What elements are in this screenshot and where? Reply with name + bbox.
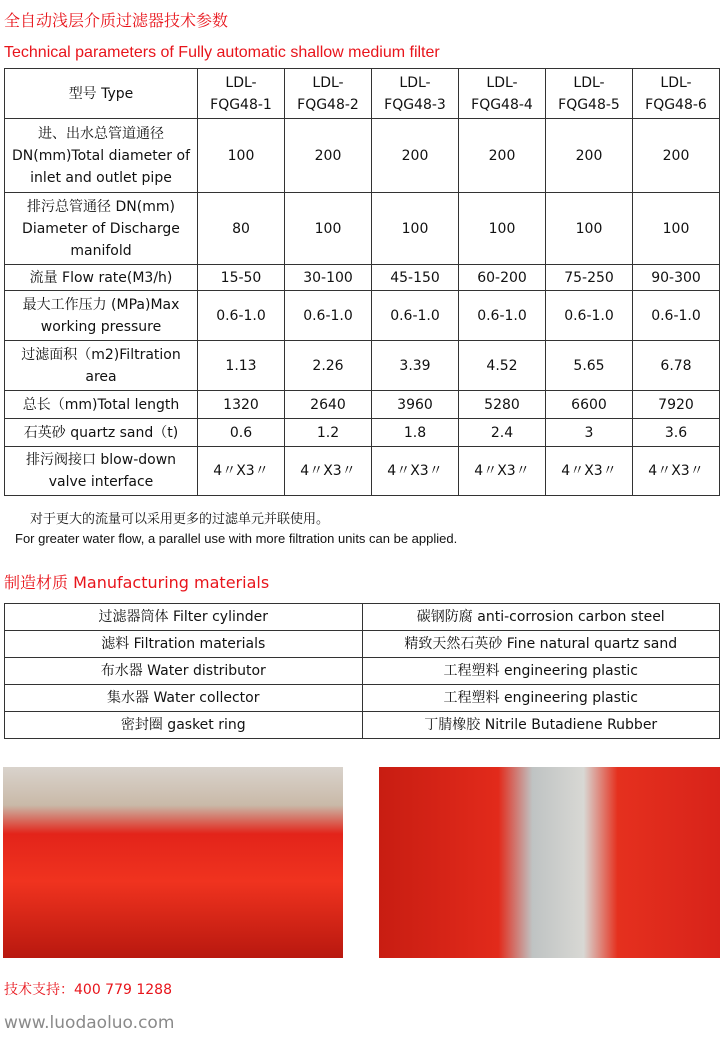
row-value: 7920 — [633, 391, 720, 419]
row-value: 3.6 — [633, 419, 720, 447]
row-label: 总长（mm)Total length — [5, 391, 198, 419]
table-row — [5, 291, 720, 341]
tech-support-phone: 技术支持：400 779 1288 — [4, 982, 172, 998]
row-value: 0.6-1.0 — [459, 291, 546, 341]
row-value: 3960 — [372, 391, 459, 419]
type-header: 型号 Type — [5, 69, 198, 119]
table-row — [5, 447, 720, 496]
component: 过滤器筒体 Filter cylinder — [5, 604, 363, 631]
material: 碳钢防腐 anti-corrosion carbon steel — [362, 604, 720, 631]
row-value: 6600 — [546, 391, 633, 419]
row-value: 45-150 — [372, 265, 459, 291]
material-row — [5, 712, 720, 739]
row-value: 4〃X3〃 — [372, 447, 459, 496]
table-row — [5, 391, 720, 419]
row-value: 4〃X3〃 — [546, 447, 633, 496]
row-value: 0.6-1.0 — [633, 291, 720, 341]
model-header: LDL-FQG48-2 — [285, 69, 372, 119]
row-value: 100 — [459, 193, 546, 265]
row-value: 100 — [198, 119, 285, 193]
row-value: 100 — [633, 193, 720, 265]
row-label: 最大工作压力 (MPa)Max working pressure — [5, 291, 198, 341]
row-value: 200 — [546, 119, 633, 193]
model-header: LDL-FQG48-3 — [372, 69, 459, 119]
material-row — [5, 631, 720, 658]
material-row — [5, 658, 720, 685]
table-row — [5, 341, 720, 391]
row-value: 200 — [459, 119, 546, 193]
row-value: 80 — [198, 193, 285, 265]
row-value: 4〃X3〃 — [459, 447, 546, 496]
table-header-row — [5, 69, 720, 119]
row-value: 4〃X3〃 — [285, 447, 372, 496]
row-value: 75-250 — [546, 265, 633, 291]
component: 密封圈 gasket ring — [5, 712, 363, 739]
table-row — [5, 193, 720, 265]
component: 布水器 Water distributor — [5, 658, 363, 685]
material-row — [5, 604, 720, 631]
material: 工程塑料 engineering plastic — [362, 658, 720, 685]
note-cn: 对于更大的流量可以采用更多的过滤单元并联使用。 — [30, 512, 330, 527]
row-value: 100 — [372, 193, 459, 265]
title-en: Technical parameters of Fully automatic shallow medium filter — [4, 44, 440, 61]
component: 滤料 Filtration materials — [5, 631, 363, 658]
row-value: 1320 — [198, 391, 285, 419]
row-label: 进、出水总管道通径DN(mm)Total diameter of inlet and outlet pipe — [5, 119, 198, 193]
row-value: 0.6 — [198, 419, 285, 447]
row-value: 2.26 — [285, 341, 372, 391]
row-value: 100 — [285, 193, 372, 265]
row-value: 0.6-1.0 — [285, 291, 372, 341]
model-header: LDL-FQG48-1 — [198, 69, 285, 119]
material: 丁腈橡胶 Nitrile Butadiene Rubber — [362, 712, 720, 739]
table-row — [5, 419, 720, 447]
row-label: 石英砂 quartz sand（t) — [5, 419, 198, 447]
row-value: 0.6-1.0 — [198, 291, 285, 341]
row-label: 排污总管通径 DN(mm) Diameter of Discharge manifold — [5, 193, 198, 265]
material-row — [5, 685, 720, 712]
row-value: 3.39 — [372, 341, 459, 391]
row-value: 30-100 — [285, 265, 372, 291]
row-value: 100 — [546, 193, 633, 265]
row-value: 200 — [372, 119, 459, 193]
title-cn: 全自动浅层介质过滤器技术参数 — [4, 11, 229, 30]
material: 工程塑料 engineering plastic — [362, 685, 720, 712]
row-label: 排污阀接口 blow-down valve interface — [5, 447, 198, 496]
model-header: LDL-FQG48-4 — [459, 69, 546, 119]
row-value: 2.4 — [459, 419, 546, 447]
model-header: LDL-FQG48-5 — [546, 69, 633, 119]
note-en: For greater water flow, a parallel use with more filtration units can be applied. — [15, 531, 458, 546]
website-watermark: www.luodaoluo.com — [4, 1013, 175, 1033]
row-label: 过滤面积（m2)Filtration area — [5, 341, 198, 391]
materials-table — [4, 603, 720, 739]
row-value: 4〃X3〃 — [198, 447, 285, 496]
row-value: 4.52 — [459, 341, 546, 391]
row-value: 1.8 — [372, 419, 459, 447]
row-value: 0.6-1.0 — [372, 291, 459, 341]
row-value: 60-200 — [459, 265, 546, 291]
component: 集水器 Water collector — [5, 685, 363, 712]
row-value: 15-50 — [198, 265, 285, 291]
spec-table — [4, 68, 720, 496]
row-value: 1.13 — [198, 341, 285, 391]
table-row — [5, 119, 720, 193]
row-value: 3 — [546, 419, 633, 447]
materials-title: 制造材质 Manufacturing materials — [4, 573, 270, 592]
row-value: 2640 — [285, 391, 372, 419]
row-value: 4〃X3〃 — [633, 447, 720, 496]
product-photo-tanks-row — [379, 767, 720, 958]
row-value: 5.65 — [546, 341, 633, 391]
row-value: 90-300 — [633, 265, 720, 291]
row-value: 6.78 — [633, 341, 720, 391]
table-row — [5, 265, 720, 291]
product-photo-tanks-closeup — [3, 767, 343, 958]
row-value: 5280 — [459, 391, 546, 419]
row-value: 1.2 — [285, 419, 372, 447]
material: 精致天然石英砂 Fine natural quartz sand — [362, 631, 720, 658]
model-header: LDL-FQG48-6 — [633, 69, 720, 119]
row-value: 0.6-1.0 — [546, 291, 633, 341]
row-value: 200 — [633, 119, 720, 193]
row-value: 200 — [285, 119, 372, 193]
row-label: 流量 Flow rate(M3/h) — [5, 265, 198, 291]
